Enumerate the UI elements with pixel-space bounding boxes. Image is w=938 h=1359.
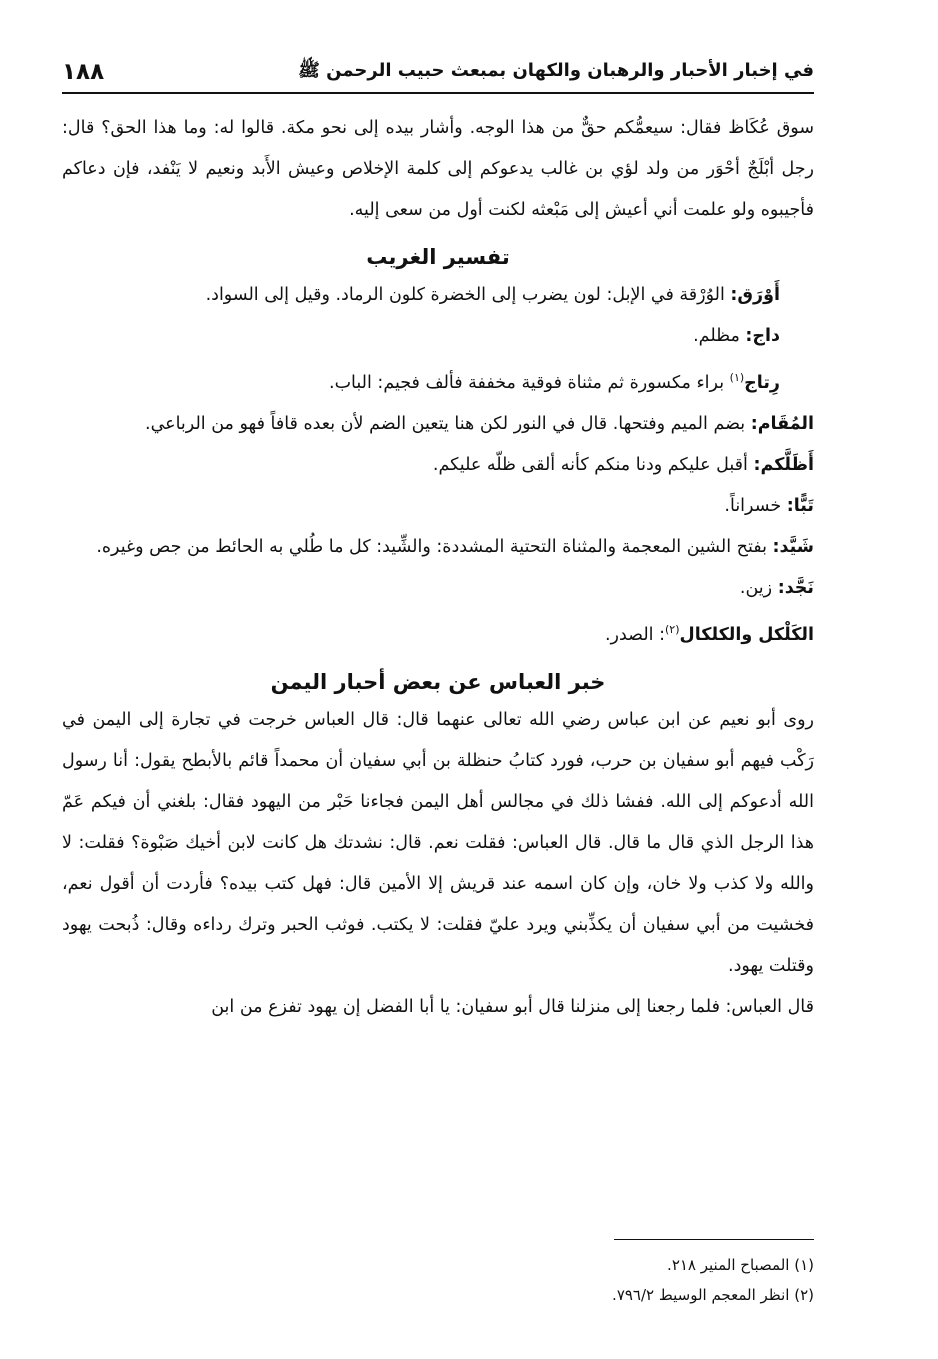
header-title: في إخبار الأحبار والرهبان والكهان بمبعث حبيب الرحمن ﷺ xyxy=(298,60,814,81)
gloss-entry xyxy=(62,486,814,527)
gloss-definition: بفتح الشين المعجمة والمثناة التحتية المشددة: والشِّيد: كل ما طُلي به الحائط من جص وغيره. xyxy=(96,536,773,557)
gloss-entry xyxy=(62,316,814,357)
gloss-term: رِتاج xyxy=(744,372,780,393)
page-number: ١٨٨ xyxy=(62,59,105,85)
gloss-definition: خسراناً. xyxy=(724,495,787,516)
gloss-term: أَوْرَق: xyxy=(730,285,780,305)
gloss-term: المُقَام: xyxy=(750,413,814,434)
body-paragraph: روى أبو نعيم عن ابن عباس رضي الله تعالى عنهما قال: قال العباس خرجت في تجارة إلى اليمن في رَكْب فيهم أبو سفيان بن حرب، فورد كتابُ حنظلة بن أبي سفيان أن محمداً قائم بالأبطح يقول: أنا رسول الله أدعوكم إلى الله. ففشا ذلك في مجالس أهل اليمن فجاءنا حَبْر من اليهود فقال: بلغني أن فيكم عَمّ هذا الرجل الذي قال ما قال. قال العباس: فقلت نعم. قال: نشدتك هل كانت لابن أخيك صَبْوة؟ فقلت: لا والله ولا كذب ولا خان، وإن كان اسمه عند قريش إلا الأمين قال: فهل كتب بيده؟ فأردت أن أقول نعم، فخشيت من أبي سفيان أن يكذِّبني ويرد عليّ فقلت: لا يكتب. فوثب الحبر وترك رداءه وقال: ذُبحت يهود وقتلت يهود. xyxy=(62,709,814,976)
running-header xyxy=(62,52,814,94)
gloss-entry xyxy=(62,445,814,486)
gloss-entry xyxy=(62,275,814,316)
gloss-definition: بضم الميم وفتحها. قال في النور لكن هنا يتعين الضم لأن بعده قافاً فهو من الرباعي. xyxy=(145,413,751,434)
gloss-term: تَبًّا: xyxy=(786,495,814,516)
section-title-abbas: خبر العباس عن بعض أحبار اليمن xyxy=(270,669,606,694)
gloss-term: شَيَّد: xyxy=(772,536,814,557)
footnote: (١) المصباح المنير ٢١٨. xyxy=(667,1256,814,1274)
body-paragraph: قال العباس: فلما رجعنا إلى منزلنا قال أبو سفيان: يا أبا الفضل إن يهود تفزع من ابن xyxy=(211,996,814,1017)
gloss-entry xyxy=(62,609,814,656)
gloss-entry xyxy=(62,404,814,445)
gloss-definition: : الصدر. xyxy=(604,624,665,645)
section-title-gharib: تفسير الغريب xyxy=(366,245,510,269)
gloss-definition: مظلم. xyxy=(693,326,746,346)
gloss-entry xyxy=(62,357,814,404)
gloss-term: داج: xyxy=(745,326,780,346)
gloss-term: أَظَلَّكم: xyxy=(753,454,814,475)
gloss-definition: الوُرْقة في الإبل: لون يضرب إلى الخضرة كلون الرماد. وقيل إلى السواد. xyxy=(205,285,731,305)
footnote: (٢) انظر المعجم الوسيط ٧٩٦/٢. xyxy=(612,1286,814,1304)
page-body xyxy=(62,108,814,1028)
gloss-definition: زين. xyxy=(739,577,778,598)
intro-paragraph: سوق عُكَاظ فقال: سيعمُّكم حقٌّ من هذا الوجه. وأشار بيده إلى نحو مكة. قالوا له: وما هذا الحق؟ قال: رجل أبْلَجٌ أحْوَر من ولد لؤي بن غالب يدعوكم إلى كلمة الإخلاص وعيش الأَبد ونعيم لا يَنْفد، فإن دعاكم فأجيبوه ولو علمت أني أعيش إلى مَبْعثه لكنت أول من سعى إليه. xyxy=(62,118,814,220)
gloss-entry xyxy=(62,527,814,568)
gloss-term: الكَلْكل والكلكال xyxy=(679,624,814,645)
footnote-ref: (٢) xyxy=(665,622,680,636)
footnote-ref: (١) xyxy=(729,371,745,384)
footnotes xyxy=(62,1250,814,1310)
gloss-definition: براء مكسورة ثم مثناة فوقية مخففة فألف فجيم: الباب. xyxy=(329,372,730,393)
footnote-separator xyxy=(614,1239,814,1240)
gloss-definition: أقبل عليكم ودنا منكم كأنه ألقى ظلّه عليكم. xyxy=(432,454,754,475)
gloss-entry xyxy=(62,568,814,609)
gloss-term: نَجَّد: xyxy=(777,577,814,598)
